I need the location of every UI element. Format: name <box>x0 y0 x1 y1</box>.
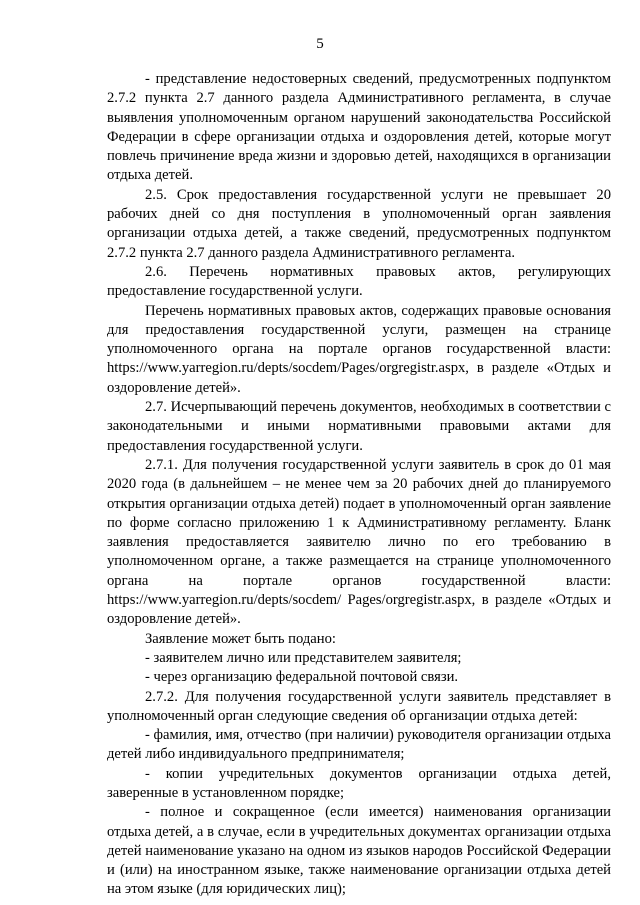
document-body <box>107 70 611 900</box>
paragraph-2-7-1-application: 2.7.1. Для получения государственной услуги заявитель в срок до 01 мая 2020 года (в дальнейшем – не менее чем за 20 рабочих дней до планируемого открытия организации отдыха детей) подает в уполномоченный орган заявление по форме согласно приложению 1 к Административному регламенту. Бланк заявления предоставляется заявителю лично по его требованию в уполномоченном органе, а также размещается на странице уполномоченного органа на портале органов государственной власти: https://www.yarregion.ru/depts/socdem/ Pages/orgregistr.aspx, в разделе «Отдых и оздоровление детей». <box>107 456 611 628</box>
paragraph-item-organization-name: - полное и сокращенное (если имеется) наименования организации отдыха детей, а в случае, если в учредительных документах организации отдыха детей наименование указано на одном из языков народов Российской Федерации и (или) на иностранном языке, также наименование организации отдыха детей на этом языке (для юридических лиц); <box>107 804 611 898</box>
paragraph-submission-in-person: - заявителем лично или представителем заявителя; <box>145 649 462 666</box>
paragraph-2-7-documents-heading: 2.7. Исчерпывающий перечень документов, необходимых в соответствии с законодательными и иными нормативными правовыми актами для предоставления государственной услуги. <box>107 399 611 454</box>
paragraph-2-7-2-required-info: 2.7.2. Для получения государственной услуги заявитель представляет в уполномоченный орган следующие сведения об организации отдыха детей: <box>107 688 611 724</box>
paragraph-submission-intro: Заявление может быть подано: <box>145 630 336 647</box>
paragraph-item-false-info: - представление недостоверных сведений, предусмотренных подпунктом 2.7.2 пункта 2.7 данного раздела Административного регламента, в случае выявления уполномоченным органом нарушений законодательства Российской Федерации в сфере организации отдыха и оздоровления детей, которые могут повлечь причинение вреда жизни и здоровью детей, находящихся в организации отдыха детей. <box>107 71 611 184</box>
paragraph-submission-by-mail: - через организацию федеральной почтовой связи. <box>145 669 459 686</box>
paragraph-item-founding-documents: - копии учредительных документов организации отдыха детей, заверенные в установленном порядке; <box>107 765 611 801</box>
paragraph-2-5-service-term: 2.5. Срок предоставления государственной услуги не превышает 20 рабочих дней со дня поступления в уполномоченный орган заявления организации отдыха детей, а также сведений, предусмотренных подпунктом 2.7.2 пункта 2.7 данного раздела Административного регламента. <box>107 186 611 261</box>
paragraph-item-director-name: - фамилия, имя, отчество (при наличии) руководителя организации отдыха детей либо индивидуального предпринимателя; <box>107 727 611 763</box>
paragraph-legal-acts-location: Перечень нормативных правовых актов, содержащих правовые основания для предоставления государственной услуги, размещен на странице уполномоченного органа на портале органов государственной власти: https://www.yarregion.ru/depts/socdem/Pages/orgregistr.aspx, в разделе «Отдых и оздоровление детей». <box>107 302 611 396</box>
paragraph-2-6-legal-acts-heading: 2.6. Перечень нормативных правовых актов, регулирующих предоставление государственной услуги. <box>107 263 611 300</box>
page-number: 5 <box>316 36 324 52</box>
